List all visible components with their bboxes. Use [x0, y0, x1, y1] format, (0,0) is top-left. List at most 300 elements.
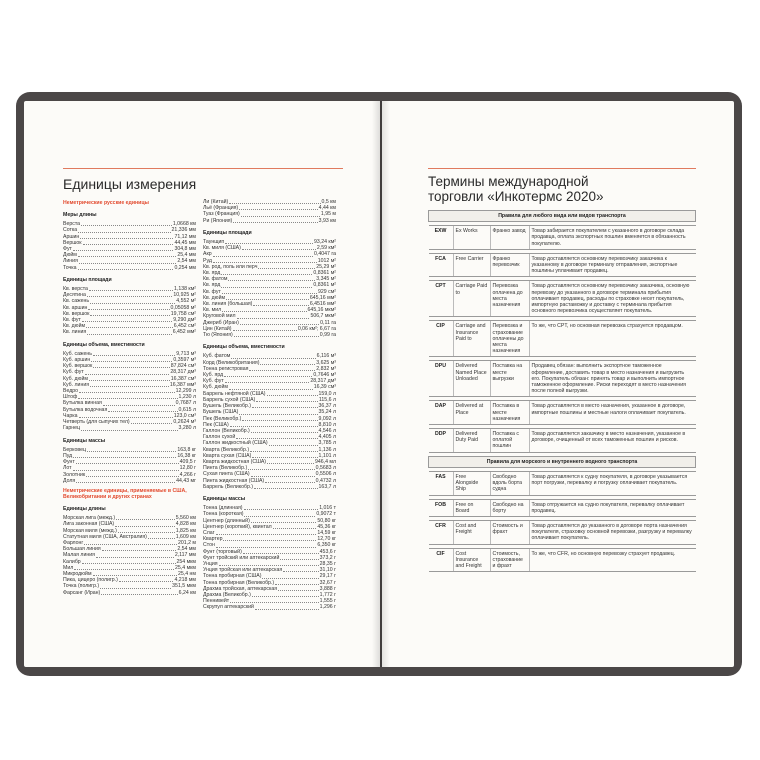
unit-value: 44,45 мм: [174, 239, 196, 246]
unit-value: 0,3597 м³: [173, 357, 196, 364]
incoterm-code: CPT: [429, 281, 454, 317]
dot-leader: [83, 244, 174, 245]
dot-leader: [213, 262, 317, 263]
unit-name: Лот: [63, 465, 72, 472]
dot-leader: [93, 575, 177, 576]
unit-name: Фарсанг (Иран): [63, 589, 101, 596]
unit-value: 351,5 мкм: [172, 583, 196, 590]
unit-name: Точка: [63, 264, 77, 271]
unit-name: Пинта (Великобр.): [203, 465, 248, 472]
unit-value: 2,54 мм: [177, 546, 196, 553]
dot-leader: [78, 398, 177, 399]
unit-value: 0,5683 л: [315, 465, 336, 472]
unit-name: Квартер: [203, 536, 223, 543]
unit-value: 123,0 см³: [173, 412, 196, 419]
unit-name: Куб. аршин: [63, 357, 91, 364]
unit-name: Чарка: [63, 412, 78, 419]
unit-value: 25,29 м²: [316, 263, 336, 270]
unit-name: Кв. миля (США): [203, 245, 241, 252]
dot-leader: [116, 519, 175, 520]
dot-leader: [96, 557, 174, 558]
unit-value: 0,05058 м²: [170, 304, 196, 311]
dot-leader: [226, 299, 309, 300]
subsection-heading: Единицы объема, вместимости: [203, 344, 285, 351]
unit-name: Куб. фатом: [203, 353, 231, 360]
dot-leader: [231, 358, 315, 359]
unit-name: Галлон жидкостный (США): [203, 440, 268, 447]
dot-leader: [78, 256, 176, 257]
dot-leader: [213, 256, 313, 257]
unit-value: 71,12 мм: [174, 233, 196, 240]
unit-value: 16,39 см³: [313, 384, 336, 391]
dot-leader: [240, 324, 319, 325]
unit-name: Скрупул аптекарский: [203, 604, 254, 611]
unit-name: Большая линия: [63, 546, 101, 553]
incoterm-english: Free Carrier: [453, 253, 490, 277]
unit-name: Бушель (США): [203, 409, 239, 416]
unit-value: 2,59 км²: [316, 245, 336, 252]
unit-name: Кв. сажень: [63, 298, 90, 305]
dot-leader: [265, 482, 315, 483]
unit-name: Верста: [63, 221, 81, 228]
dot-leader: [251, 476, 315, 477]
unit-row: [63, 590, 196, 596]
unit-value: 0,8361 м²: [313, 270, 336, 277]
incoterm-row: [429, 226, 696, 250]
dot-leader: [258, 268, 315, 269]
unit-name: Фут: [63, 246, 72, 253]
unit-name: Ри (Япония): [203, 217, 233, 224]
dot-leader: [131, 423, 173, 424]
unit-row: [63, 419, 196, 425]
subsection-heading: Меры длины: [63, 212, 97, 218]
unit-name: Куб. ярд: [203, 372, 224, 379]
incoterm-english: Free Alongside Ship: [453, 471, 490, 495]
incoterm-row: [429, 520, 696, 544]
dot-leader: [82, 563, 176, 564]
dot-leader: [242, 249, 316, 250]
unit-name: Доля: [63, 477, 76, 484]
incoterm-code: DDP: [429, 429, 454, 453]
dot-leader: [93, 367, 169, 368]
dot-leader: [275, 584, 319, 585]
unit-value: 373,2 г: [319, 554, 336, 561]
unit-name: Унция: [203, 560, 218, 567]
unit-value: 6,4516 мм²: [309, 301, 336, 308]
unit-name: Цин (Китай): [203, 325, 232, 332]
incoterm-english: Delivered Duty Paid: [453, 429, 490, 453]
unit-name: Пек (США): [203, 421, 229, 428]
unit-name: Куб. дюйм: [203, 384, 228, 391]
dot-leader: [79, 417, 173, 418]
unit-value: 0,7687 л: [175, 400, 196, 407]
unit-name: Кв. фут: [203, 288, 221, 295]
incoterm-english: Carriage Paid to: [453, 281, 490, 317]
dot-leader: [256, 401, 318, 402]
unit-name: Сухая пинта (США): [203, 471, 250, 478]
dot-leader: [251, 432, 318, 433]
unit-value: 32,67 г: [319, 579, 336, 586]
unit-name: Морская лига (межд.): [63, 515, 116, 522]
unit-value: 0,7646 м³: [313, 372, 336, 379]
unit-name: Кв. род, поль или перч: [203, 263, 258, 270]
unit-value: 25,4 мкм: [175, 564, 196, 571]
unit-value: 87,824 см³: [170, 363, 196, 370]
unit-value: 93,24 км²: [314, 239, 336, 246]
incoterm-description: Продавец обязан: выполнить экспортное таможенное оформление, доставить товар в место назначения и выгрузить его. Покупатель обязан: принять товар и выполнить импортное таможенное оформление. Риски переходят в место назначения после полной выгрузки.: [529, 361, 696, 397]
unit-name: Баррель сухой (США): [203, 396, 256, 403]
dot-leader: [73, 457, 176, 458]
incoterm-english: Free on Board: [453, 499, 490, 516]
unit-name: Галлон (Великобр.): [203, 427, 250, 434]
dot-leader: [90, 386, 169, 387]
dot-leader: [278, 590, 319, 591]
incoterm-russian: Перевозка и страхование оплачены до места назначения: [490, 321, 529, 357]
unit-value: 5,560 км: [175, 515, 196, 522]
incoterm-russian: Стоимость и фрахт: [490, 520, 529, 544]
incoterm-russian: Поставка в месте назначения: [490, 401, 529, 425]
unit-value: 14,59 кг: [317, 529, 336, 536]
incoterm-code: CFR: [429, 520, 454, 544]
unit-value: 1,825 км: [175, 527, 196, 534]
unit-name: Фарлонг: [63, 539, 84, 546]
unit-value: 453,6 г: [319, 548, 336, 555]
dot-leader: [87, 451, 176, 452]
unit-name: Статутная миля (США, Австралия): [63, 533, 147, 540]
dot-leader: [221, 287, 312, 288]
incoterm-russian: Свободно вдоль борта судна: [490, 471, 529, 495]
unit-name: Льё (Франция): [203, 205, 239, 212]
dot-leader: [253, 305, 308, 306]
dot-leader: [86, 327, 173, 328]
dot-leader: [224, 376, 312, 377]
incoterm-code: FAS: [429, 471, 454, 495]
incoterm-english: Delivered at Place: [453, 401, 490, 425]
unit-value: 12,70 кг: [317, 536, 336, 543]
unit-name: Кварта сухая (США): [203, 452, 252, 459]
dot-leader: [76, 463, 179, 464]
left-page-title: Единицы измерения: [63, 176, 197, 192]
dot-leader: [244, 516, 315, 517]
unit-value: 946,4 мл: [314, 458, 336, 465]
dot-leader: [82, 321, 172, 322]
dot-leader: [230, 426, 318, 427]
dot-leader: [103, 405, 175, 406]
dot-leader: [100, 588, 171, 589]
unit-value: 645,16 мкм²: [307, 307, 336, 314]
dot-leader: [78, 269, 174, 270]
unit-name: Драхма (Великобр.): [203, 591, 251, 598]
dot-leader: [79, 392, 175, 393]
incoterm-code: CIP: [429, 321, 454, 357]
unit-name: Точка (полигр.): [63, 583, 100, 590]
unit-name: Лига законная (США): [63, 521, 115, 528]
unit-name: Акр: [203, 251, 212, 258]
unit-value: 4,44 км: [318, 205, 336, 212]
unit-value: 35,24 л: [318, 409, 336, 416]
unit-value: 254 мкм: [176, 558, 196, 565]
incoterm-code: DPU: [429, 361, 454, 397]
unit-name: Дюйм: [63, 252, 77, 259]
unit-value: 44,43 мг: [176, 477, 196, 484]
unit-value: 645,16 мм²: [309, 294, 336, 301]
unit-name: Таунщип: [203, 239, 225, 246]
unit-value: 2,832 м³: [316, 365, 336, 372]
unit-name: Бутылка винная: [63, 400, 102, 407]
dot-leader: [88, 309, 169, 310]
unit-value: 50,80 кг: [317, 517, 336, 524]
incoterm-row: [429, 321, 696, 357]
dot-leader: [108, 411, 177, 412]
right-title-line-2: торговли «Инкотермс 2020»: [428, 189, 604, 204]
unit-value: 4,552 м²: [176, 298, 196, 305]
unit-name: Фунт тройский или аптекарский: [203, 554, 280, 561]
dot-leader: [267, 395, 318, 396]
unit-name: Линия: [63, 258, 78, 265]
unit-value: 4,266 г: [179, 471, 196, 478]
dot-leader: [252, 407, 318, 408]
dot-leader: [89, 380, 170, 381]
incoterm-row: [429, 499, 696, 516]
unit-value: 6,24 км: [178, 589, 196, 596]
unit-name: Микродюйм: [63, 570, 92, 577]
unit-name: Галлон сухой: [203, 434, 236, 441]
incoterm-russian: Франко перевозчик: [490, 253, 529, 277]
unit-name: Тонна регистровая: [203, 365, 249, 372]
unit-name: Куб. фут: [63, 369, 84, 376]
incoterm-row: [429, 253, 696, 277]
unit-value: 4,546 л: [318, 427, 336, 434]
dot-leader: [90, 303, 175, 304]
unit-value: 21,336 мм: [171, 227, 196, 234]
group-header-row: [429, 211, 696, 222]
unit-value: 1,555 г: [319, 598, 336, 605]
incoterm-description: То же, что CPT, но основная перевозка страхуется продавцом.: [529, 321, 696, 357]
group-header-row: [429, 456, 696, 467]
dot-leader: [237, 318, 310, 319]
dot-leader: [87, 334, 172, 335]
dot-leader: [225, 243, 313, 244]
subsection-heading: Единицы площади: [203, 229, 252, 236]
dot-leader: [249, 370, 315, 371]
incoterm-code: EXW: [429, 226, 454, 250]
incoterm-english: Delivered Named Place Unloaded: [453, 361, 490, 397]
unit-name: Джериб (Иран): [203, 319, 239, 326]
unit-value: 0,5506 л: [315, 471, 336, 478]
dot-leader: [262, 578, 318, 579]
unit-row: [203, 332, 336, 338]
unit-value: 12,80 г: [179, 465, 196, 472]
unit-value: 163,7 л: [318, 483, 336, 490]
unit-name: Кв. фут: [63, 317, 81, 324]
dot-leader: [216, 534, 317, 535]
units-column-2: [203, 199, 336, 611]
dot-leader: [74, 569, 174, 570]
unit-value: 3,345 м²: [316, 276, 336, 283]
unit-name: Золотник: [63, 471, 86, 478]
subsection-heading: Единицы площади: [63, 276, 112, 283]
dot-leader: [252, 596, 319, 597]
right-page-title: [428, 174, 628, 204]
unit-value: 0,06 км²; 6,67 га: [297, 325, 336, 332]
dot-leader: [119, 581, 174, 582]
dot-leader: [273, 528, 317, 529]
incoterm-english: Carriage and Insurance Paid to: [453, 321, 490, 357]
unit-value: 3,93 км: [318, 217, 336, 224]
unit-name: Унция тройская или аптекарская: [203, 567, 283, 574]
dot-leader: [233, 330, 297, 331]
unit-name: Руд: [203, 257, 212, 264]
unit-value: 8,810 л: [318, 421, 336, 428]
unit-name: Кв. верста: [63, 286, 88, 293]
unit-name: Калибр: [63, 558, 81, 565]
unit-name: Центнер (короткий), квинтал: [203, 523, 272, 530]
unit-value: 25,4 нм: [178, 570, 196, 577]
dot-leader: [242, 420, 317, 421]
right-title-line-1: Термины международной: [428, 174, 589, 189]
incoterm-code: FCA: [429, 253, 454, 277]
unit-value: 1,136 л: [318, 446, 336, 453]
unit-name: Гарнец: [63, 425, 81, 432]
unit-row: [63, 425, 196, 431]
unit-value: 409,5 г: [179, 459, 196, 466]
unit-value: 6,350 кг: [317, 542, 336, 549]
unit-value: 9,092 л: [318, 415, 336, 422]
dot-leader: [244, 509, 319, 510]
incoterm-description: Товар доставляется заказчику в место назначения, указанное в договоре, очищенный от всех таможенных пошлин и рисков.: [529, 429, 696, 453]
unit-value: 3,888 г: [319, 585, 336, 592]
unit-value: 0,8361 м²: [313, 282, 336, 289]
unit-value: 0,615 л: [178, 406, 196, 413]
incoterm-row: [429, 548, 696, 572]
unit-name: Аршин: [63, 233, 80, 240]
incoterm-code: CIF: [429, 548, 454, 572]
unit-value: 304,8 мм: [174, 246, 196, 253]
unit-value: 36,37 л: [318, 403, 336, 410]
incoterm-russian: Перевозка оплачена до места назначения: [490, 281, 529, 317]
dot-leader: [79, 263, 176, 264]
incoterm-row: [429, 401, 696, 425]
unit-value: 506,7 мкм²: [310, 313, 336, 320]
dot-leader: [73, 250, 174, 251]
unit-name: Вершок: [63, 239, 82, 246]
group-header: Правила для морского и внутреннего водного транспорта: [429, 456, 696, 467]
incoterm-row: [429, 361, 696, 397]
unit-value: 3,625 м³: [316, 359, 336, 366]
dot-leader: [222, 293, 317, 294]
unit-value: 16,387 мм³: [169, 381, 196, 388]
unit-value: 159,0 л: [318, 390, 336, 397]
unit-value: 28,317 дм³: [310, 378, 336, 385]
unit-name: Пуд: [63, 452, 73, 459]
unit-value: 45,36 кг: [317, 523, 336, 530]
subsection-heading: Единицы массы: [203, 495, 246, 502]
dot-leader: [254, 488, 318, 489]
dot-leader: [248, 469, 314, 470]
unit-name: Фунт (торговый): [203, 548, 242, 555]
unit-value: 16,38 кг: [177, 452, 196, 459]
dot-leader: [223, 540, 316, 541]
unit-name: Куб. линия: [63, 381, 90, 388]
dot-leader: [86, 476, 179, 477]
unit-value: 163,8 кг: [177, 446, 196, 453]
unit-value: 12,299 л: [175, 388, 196, 395]
unit-name: Кв. линия: [63, 329, 87, 336]
unit-value: 0,4047 га: [314, 251, 336, 258]
page-spine: [372, 101, 390, 667]
dot-leader: [73, 470, 179, 471]
unit-value: 1,230 л: [178, 394, 196, 401]
section-heading: Неметрические единицы, применяемые в США, Великобритании и других странах: [63, 487, 187, 500]
unit-name: Тонна пробирная (США): [203, 573, 262, 580]
dot-leader: [81, 430, 178, 431]
unit-value: 1012 м²: [317, 257, 336, 264]
unit-name: Пинта жидкостная (США): [203, 477, 265, 484]
unit-name: Туаз (Франция): [203, 211, 240, 218]
unit-name: Баррель (Великобр.): [203, 483, 254, 490]
unit-name: Тонна пробирная (Великобр.): [203, 579, 275, 586]
dot-leader: [81, 225, 172, 226]
dot-leader: [102, 550, 177, 551]
dot-leader: [216, 547, 317, 548]
unit-name: Корд (Великобритания): [203, 359, 260, 366]
incoterm-description: То же, что CFR, но основную перевозку страхует продавец.: [529, 548, 696, 572]
unit-value: 1,138 км²: [174, 286, 196, 293]
unit-value: 1,296 г: [319, 604, 336, 611]
dot-leader: [243, 553, 319, 554]
unit-value: 16,387 см³: [170, 375, 196, 382]
unit-name: Пика, цицеро (полигр.): [63, 577, 118, 584]
dot-leader: [80, 238, 173, 239]
unit-name: Кв. ярд: [203, 270, 221, 277]
section-heading: Неметрические русские единицы: [63, 200, 149, 206]
unit-value: 201,2 м: [178, 539, 196, 546]
unit-value: 10,925 м²: [173, 292, 196, 299]
unit-value: 28,317 дм³: [170, 369, 196, 376]
unit-name: Десятина: [63, 292, 86, 299]
unit-value: 1,0668 км: [172, 221, 196, 228]
unit-value: 2,54 мм: [177, 258, 196, 265]
unit-name: Ведро: [63, 388, 79, 395]
incoterm-description: Товар доставляется основному перевозчику заказчика к указанному в договоре терминалу отправления, экспортные пошлины уплачивает продавец.: [529, 253, 696, 277]
incoterm-russian: Стоимость, страхование и фрахт: [490, 548, 529, 572]
unit-value: 9,713 м³: [176, 350, 196, 357]
dot-leader: [76, 482, 175, 483]
unit-value: 25,4 мм: [177, 252, 196, 259]
unit-value: 1,101 л: [318, 452, 336, 459]
unit-name: Кв. ярд: [203, 282, 221, 289]
unit-name: Сотка: [63, 227, 78, 234]
unit-name: Куб. сажень: [63, 350, 92, 357]
dot-leader: [101, 594, 177, 595]
unit-name: Куб. дюйм: [63, 375, 88, 382]
dot-leader: [269, 445, 318, 446]
subsection-heading: Единицы объема, вместимости: [63, 341, 145, 348]
unit-row: [63, 329, 196, 335]
dot-leader: [255, 609, 319, 610]
unit-name: Кв. вершок: [63, 310, 90, 317]
unit-name: Кв. дюйм: [203, 294, 226, 301]
unit-value: 4,405 л: [318, 434, 336, 441]
unit-value: 0,9072 т: [316, 511, 336, 518]
unit-name: Малая линия: [63, 552, 95, 559]
dot-leader: [241, 216, 320, 217]
unit-value: 115,6 л: [318, 396, 336, 403]
right-accent-line: [428, 168, 696, 169]
unit-value: 4,828 км: [175, 521, 196, 528]
left-accent-line: [63, 168, 343, 169]
dot-leader: [229, 203, 320, 204]
